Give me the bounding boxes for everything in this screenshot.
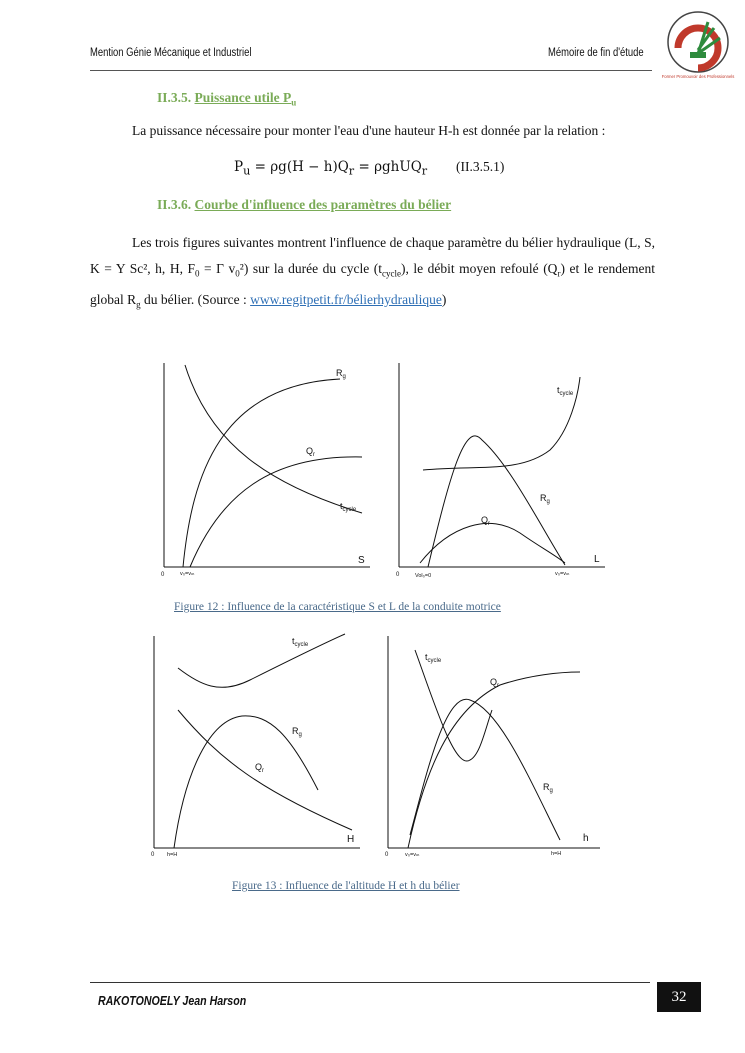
fig12-left-curve-qr [190, 457, 362, 567]
footer-rule [90, 982, 650, 983]
fig13-left-label-tcycle: $t_{cycle}$ [292, 636, 309, 648]
fig12-right-x-label: L [594, 554, 600, 565]
fig12-left-label-rg: $R_g$ [336, 368, 346, 380]
header-rule [90, 70, 652, 71]
fig13-left-tick: h=H [167, 852, 178, 858]
source-link[interactable]: www.regitpetit.fr/bélierhydraulique [250, 291, 442, 307]
fig12-left-tick: v₀=vₘ [180, 571, 195, 577]
paragraph-power: La puissance nécessaire pour monter l'eau d'une hauteur H-h est donnée par la relation : [132, 123, 606, 138]
logo-motto: Former Promouvoir des Professionnels [661, 74, 735, 79]
fig12-left-x-label: S [358, 555, 365, 566]
paragraph-figures: Les trois figures suivantes montrent l'influence de chaque paramètre du bélier hydraulique (L, S, K = Y Sc², h, H, $F_0 = \Gamma$ $v_0^2$) sur la durée du cycle $(t_{cycle})$, le débit moyen refoulé $(Q_r)$ et le rendement global $R_g$ du bélier. (Source : www.regitpetit.fr/bélierhydraulique) [90, 235, 655, 310]
equation-number: (II.3.5.1) [456, 159, 505, 174]
fig13-left-x-label: H [347, 834, 355, 845]
fig12-left-curve-rg [183, 379, 340, 567]
fig12-left-curve-tcycle [185, 365, 362, 513]
fig12-left-label-qr: $Q_r$ [306, 446, 316, 458]
fig12-left-label-tcycle: $t_{cycle}$ [340, 501, 357, 513]
fig13-right-label-qr: $Q_r$ [490, 677, 500, 689]
logo-base [690, 52, 706, 58]
school-logo [658, 8, 738, 80]
figure-13 [140, 630, 610, 860]
equation-power: $P_u = \rho g(H - h)Q_r$ = ρghUQ$_r$ (II.3.5.1) [234, 159, 505, 178]
fig13-left-curve-qr [178, 710, 352, 830]
header-left: Mention Génie Mécanique et Industriel [90, 47, 252, 59]
figure-13-caption: Figure 13 : Influence de l'altitude H et h du bélier [232, 880, 460, 892]
fig12-right-tick-right: v₀=vₘ [555, 571, 570, 577]
fig13-right-tick-right: h=H [551, 851, 562, 857]
fig13-right-curve-rg [410, 699, 560, 840]
fig13-left-label-rg: $R_g$ [292, 726, 302, 738]
fig13-left-label-qr: $Q_r$ [255, 762, 265, 774]
figure-12 [150, 355, 610, 580]
page-number: 32 [657, 982, 701, 1012]
fig13-right-origin: 0 [385, 852, 389, 858]
fig12-right-label-qr: $Q_r$ [481, 515, 491, 527]
section-heading-power: II.3.5. Puissance utile $P_u$ [157, 90, 297, 108]
fig12-right-tick-left: Vol₀=0 [415, 573, 432, 579]
fig12-right-curve-qr [420, 523, 565, 563]
fig12-right-origin: 0 [396, 572, 400, 578]
fig12-right-label-tcycle: $t_{cycle}$ [557, 385, 574, 397]
section-heading-curves: II.3.6. Courbe d'influence des paramètres du bélier [157, 197, 452, 212]
header-right: Mémoire de fin d'étude [548, 47, 644, 59]
fig13-right-label-rg: $R_g$ [543, 782, 553, 794]
fig13-right-x-label: h [583, 833, 589, 844]
fig13-right-label-tcycle: $t_{cycle}$ [425, 652, 442, 664]
fig13-left-curve-tcycle [178, 634, 345, 687]
fig13-right-curve-qr [408, 672, 580, 848]
fig13-right-tick-left: v₀=vₘ [405, 852, 420, 858]
fig12-left-origin: 0 [161, 572, 165, 578]
fig13-left-origin: 0 [151, 852, 155, 858]
figure-12-caption: Figure 12 : Influence de la caractéristique S et L de la conduite motrice [174, 601, 501, 613]
footer-author: RAKOTONOELY Jean Harson [98, 994, 247, 1008]
fig12-right-label-rg: $R_g$ [540, 493, 550, 505]
